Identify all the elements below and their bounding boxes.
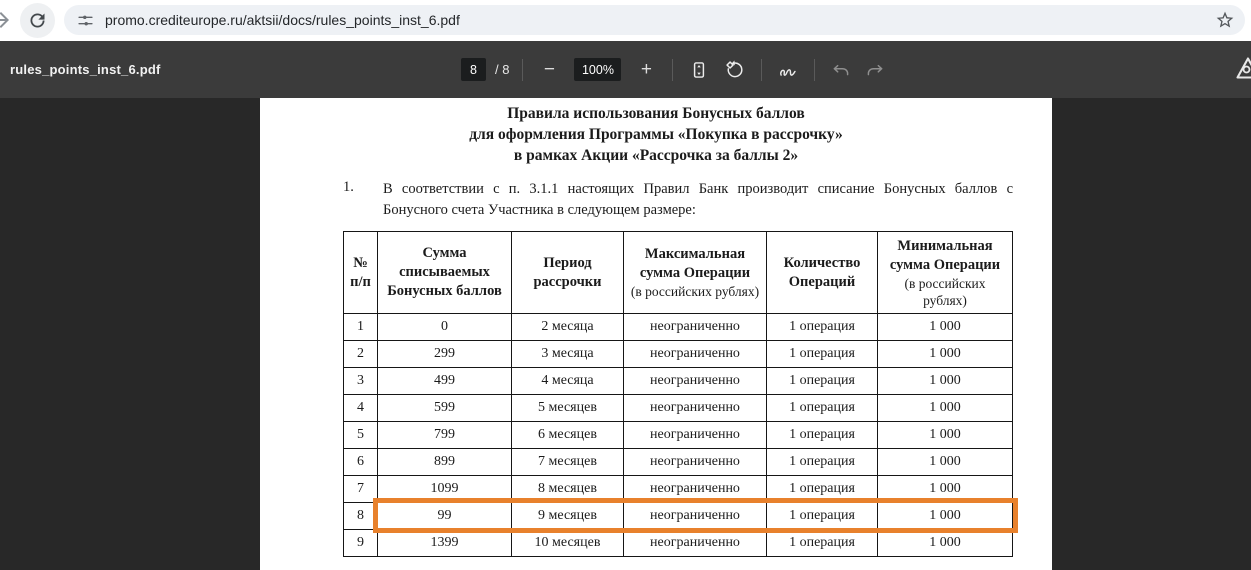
- table-cell: 1 000: [878, 314, 1013, 341]
- table-cell: 1: [344, 314, 378, 341]
- table-cell: 4: [344, 395, 378, 422]
- address-bar[interactable]: [64, 5, 1245, 35]
- bookmark-star-icon[interactable]: [1215, 10, 1235, 30]
- table-row: [344, 530, 1013, 557]
- annotate-button[interactable]: [775, 57, 801, 83]
- table-cell: 7: [344, 476, 378, 503]
- zoom-level-input[interactable]: [574, 58, 621, 81]
- col-header-num: [344, 232, 378, 314]
- col-header-main: № п/п: [350, 254, 371, 290]
- table-cell: 599: [378, 395, 512, 422]
- acrobat-extension-icon[interactable]: [1233, 54, 1251, 84]
- table-cell: 1 операция: [767, 395, 878, 422]
- table-header-row: [344, 232, 1013, 314]
- col-header-min-sum: [878, 232, 1013, 314]
- undo-button[interactable]: [828, 57, 854, 83]
- site-settings-icon[interactable]: [77, 12, 94, 29]
- table-cell: 1 операция: [767, 503, 878, 530]
- table-cell: 499: [378, 368, 512, 395]
- table-row: [344, 449, 1013, 476]
- table-cell: 899: [378, 449, 512, 476]
- table-row: [344, 503, 1013, 530]
- redo-icon: [864, 59, 886, 81]
- table-cell: 1 операция: [767, 530, 878, 557]
- toolbar-divider: [672, 59, 673, 81]
- col-header-operations: [767, 232, 878, 314]
- list-number: 1.: [343, 179, 354, 195]
- table-cell: 6: [344, 449, 378, 476]
- zoom-level-value: 100%: [581, 62, 614, 77]
- toolbar-divider: [814, 59, 815, 81]
- table-cell: неограниченно: [624, 476, 767, 503]
- table-cell: 6 месяцев: [512, 422, 624, 449]
- page-number-input[interactable]: [461, 58, 486, 81]
- table-cell: 2 месяца: [512, 314, 624, 341]
- reload-button[interactable]: [20, 3, 55, 38]
- table-cell: 299: [378, 341, 512, 368]
- table-cell: неограниченно: [624, 503, 767, 530]
- table-cell: 1 операция: [767, 368, 878, 395]
- table-cell: неограниченно: [624, 449, 767, 476]
- title-line: Правила использования Бонусных баллов: [507, 105, 805, 122]
- title-line: для оформления Программы «Покупка в рассрочку»: [469, 126, 843, 143]
- table-cell: 4 месяца: [512, 368, 624, 395]
- toolbar-divider: [761, 59, 762, 81]
- table-row: [344, 341, 1013, 368]
- table-cell: 799: [378, 422, 512, 449]
- table-cell: неограниченно: [624, 368, 767, 395]
- table-row: [344, 422, 1013, 449]
- col-header-max-sum: [624, 232, 767, 314]
- intro-paragraph: [343, 179, 1014, 220]
- points-table: [343, 231, 1013, 557]
- table-cell: 1 операция: [767, 476, 878, 503]
- table-cell: неограниченно: [624, 422, 767, 449]
- col-header-main: Максимальная сумма Операции: [639, 246, 751, 281]
- document-title: [260, 103, 1052, 166]
- col-header-main: Период рассрочки: [533, 254, 602, 290]
- table-cell: 3 месяца: [512, 341, 624, 368]
- forward-icon[interactable]: [0, 8, 13, 32]
- table-cell: 3: [344, 368, 378, 395]
- col-header-period: [512, 232, 624, 314]
- table-cell: 5 месяцев: [512, 395, 624, 422]
- table-cell: 10 месяцев: [512, 530, 624, 557]
- browser-toolbar: [0, 0, 1251, 41]
- table-cell: 8: [344, 503, 378, 530]
- title-line: в рамках Акции «Рассрочка за баллы 2»: [513, 147, 799, 164]
- table-row: [344, 368, 1013, 395]
- table-cell: 1 000: [878, 368, 1013, 395]
- col-header-main: Сумма списываемых Бонусных баллов: [387, 245, 502, 299]
- table-cell: 1 операция: [767, 422, 878, 449]
- page-count-label: / 8: [495, 62, 510, 77]
- table-cell: неограниченно: [624, 341, 767, 368]
- undo-icon: [830, 59, 852, 81]
- table-cell: 5: [344, 422, 378, 449]
- table-row: [344, 314, 1013, 341]
- table-cell: 9: [344, 530, 378, 557]
- zoom-in-button[interactable]: [633, 57, 659, 83]
- table-cell: 9 месяцев: [512, 503, 624, 530]
- table-cell: 1 000: [878, 476, 1013, 503]
- fit-page-icon: [688, 59, 710, 81]
- table-cell: 1399: [378, 530, 512, 557]
- table-cell: неограниченно: [624, 530, 767, 557]
- col-header-sub: (в российских рублях): [904, 275, 986, 308]
- pdf-toolbar: [0, 41, 1251, 98]
- table-cell: 1 000: [878, 422, 1013, 449]
- table-cell: 2: [344, 341, 378, 368]
- table-cell: 1 000: [878, 449, 1013, 476]
- rotate-button[interactable]: [722, 57, 748, 83]
- toolbar-divider: [522, 59, 523, 81]
- points-table-body: [344, 314, 1013, 557]
- pdf-filename: rules_points_inst_6.pdf: [10, 62, 161, 77]
- reload-icon: [27, 10, 48, 31]
- rotate-icon: [724, 59, 746, 81]
- table-cell: 1099: [378, 476, 512, 503]
- draw-squiggle-icon: [777, 59, 799, 81]
- col-header-main: Минимальная сумма Операции: [889, 237, 1001, 273]
- table-cell: 1 операция: [767, 341, 878, 368]
- url-text[interactable]: promo.crediteurope.ru/aktsii/docs/rules_points_inst_6.pdf: [105, 12, 460, 28]
- table-cell: 1 операция: [767, 449, 878, 476]
- table-cell: 1 000: [878, 503, 1013, 530]
- table-cell: 1 000: [878, 395, 1013, 422]
- table-cell: 99: [378, 503, 512, 530]
- col-header-points: [378, 232, 512, 314]
- table-cell: 1 000: [878, 341, 1013, 368]
- table-cell: 8 месяцев: [512, 476, 624, 503]
- minus-icon: −: [543, 59, 556, 80]
- pdf-viewer-area[interactable]: [0, 98, 1251, 570]
- intro-text: В соответствии с п. 3.1.1 настоящих Правил Банк производит списание Бонусных баллов с Бонусного счета Участника в следующем размере:: [383, 181, 1013, 218]
- table-cell: 1 000: [878, 530, 1013, 557]
- pdf-page: [260, 98, 1052, 570]
- table-row: [344, 476, 1013, 503]
- col-header-sub: (в российских рублях): [630, 284, 760, 299]
- fit-page-button[interactable]: [686, 57, 712, 83]
- table-cell: 1 операция: [767, 314, 878, 341]
- redo-button[interactable]: [862, 57, 888, 83]
- table-cell: неограниченно: [624, 395, 767, 422]
- table-cell: 7 месяцев: [512, 449, 624, 476]
- table-row: [344, 395, 1013, 422]
- table-cell: 0: [378, 314, 512, 341]
- col-header-main: Количество Операций: [783, 254, 861, 290]
- plus-icon: +: [640, 59, 653, 80]
- zoom-out-button[interactable]: [536, 57, 562, 83]
- pdf-controls: [461, 41, 888, 98]
- table-cell: неограниченно: [624, 314, 767, 341]
